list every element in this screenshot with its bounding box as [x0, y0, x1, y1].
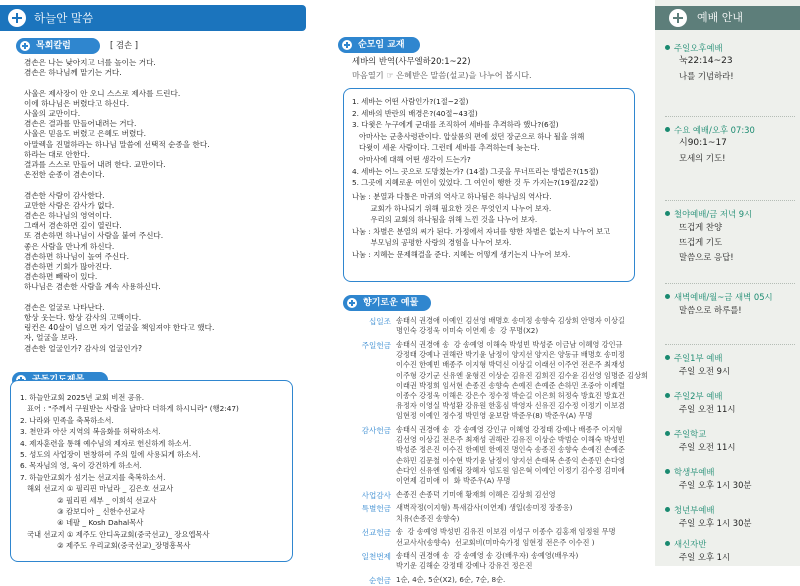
sunmoim-label [338, 37, 420, 53]
header-banner [0, 5, 306, 31]
question-line: 4. 세바는 어느 곳으로 도망쳤는가? (14절) 그곳을 무너뜨리는 방법은?(15절) [352, 166, 599, 176]
column-line: 겸손은 얼굴로 나타난다. [24, 302, 105, 312]
sunmoim-share [352, 191, 610, 261]
schedule-item [665, 428, 795, 455]
offering-names: 송태식 권경애 송 강 송예영 강인규 이혜영 강정태 강예나 배종주 이지형 [396, 425, 623, 434]
offering-category: 일천번제 [361, 552, 391, 562]
schedule-detail: 주일 오후 1시 [679, 552, 731, 562]
offering-names: 손하민 김문철 이수현 박기윤 남정이 양지선 손태복 손종익 손종민 손다영 [396, 455, 625, 465]
offering-category: 사업감사 [361, 490, 391, 500]
plus-icon [669, 9, 687, 27]
offering-category: 선교헌금 [361, 528, 391, 538]
prayer-line: 5. 성도의 사업장이 번창하여 주의 일에 사용되게 하소서. [20, 450, 201, 460]
schedule-item [665, 124, 795, 166]
offering-names: 치유(손종진 송향숙) [396, 513, 460, 523]
column-line: 그래서 겸손하면 깊이 열린다. [24, 221, 122, 231]
offering-names: 손다인 신유엔 임예림 장혜자 임도원 임은혁 이예인 이정기 김수정 김미애 [396, 465, 625, 475]
schedule-item [665, 352, 795, 379]
schedule-title: 새신자반 [665, 538, 795, 550]
schedule-item [665, 42, 795, 84]
schedule-detail: 주일 오전 11시 [679, 404, 736, 414]
worship-sidebar [655, 0, 800, 566]
column-line: 자, 얼굴을 보라. [24, 333, 78, 343]
offering-names: 명인숙 강정욱 이미숙 이연제 송 강 무명(X2) [396, 326, 539, 336]
prayer-line: ② 제주도 우리교회(중국선교)_장명흥목사 [20, 541, 191, 551]
offering-names: 이연제 김미애 이 화 박준우(A) 무명 [396, 476, 511, 485]
prayer-body [20, 392, 239, 552]
column-line: 아말렉을 진멸하라는 하나님 말씀에 선택적 순종을 한다. [24, 139, 210, 149]
offering-names: 1순, 4순, 5순(X2), 6순, 7순, 8순. [396, 575, 506, 585]
sidebar-title: 예배 안내 [697, 11, 744, 24]
schedule-item [665, 390, 795, 417]
offering-names: 강정태 강예나 권해란 박기윤 남정이 양지선 양지은 양동규 배명호 송미정 [396, 350, 625, 360]
column-line: 겸손한 사람이 감사한다. [24, 190, 105, 200]
column-line: 결과를 스스로 만들어 내려 한다. 교만이다. [24, 160, 166, 170]
mokhoe-label [16, 38, 100, 54]
schedule-detail: 주일 오후 1시 30분 [679, 480, 752, 490]
offering-names: 이수진 한예빈 배종주 이지형 박덕신 이상길 이래선 이주연 전은주 최재성 [396, 360, 625, 370]
divider [665, 200, 795, 201]
column-line: 겸손하면 빼락이 있다. [24, 272, 98, 282]
prayer-line: 2. 나라와 민족을 축복하소서. [20, 415, 114, 425]
plus-icon [8, 9, 26, 27]
column-line: 겸손은 하나님의 영역이다. [24, 211, 112, 221]
schedule-detail: 뜨겁게 기도 [679, 237, 723, 247]
offering-names: 손종진 손종덕 기미애 황재희 이혜은 김상희 김선영 [396, 489, 556, 499]
offering-names: 이종수 강정욱 이해은 강은수 정수정 박순길 이은희 허정숙 방효진 방효건 [396, 390, 625, 400]
offering-names: 송태식 권경애 송 강 송예영 이해숙 박성빈 박성준 이금남 이혜영 강인규 [396, 339, 623, 349]
schedule-detail: 눅22:14~23 [679, 56, 733, 66]
offering-names: 송태식 권경애 송 강 송예영 송 강(배우자) 송예영(배우자) [396, 551, 579, 561]
prayer-line: ③ 캄보디아 _ 신한수선교사 [20, 507, 145, 517]
prayer-line: 표어 : "주께서 구원받는 사람을 날마다 더하게 하시니라" (행2:47) [20, 404, 239, 414]
schedule-item [665, 538, 795, 565]
share-line: 나눔 : 지혜는 문제해결을 준다. 지혜는 어떻게 생기는지 나누어 보자. [352, 249, 571, 259]
prayer-line: ④ 네팔 _ Kosh Dahal목사 [20, 518, 144, 528]
prayer-line: 1. 하늘안교회 2025년 교회 비전 공유. [20, 393, 145, 402]
schedule-title: 주일1부 예배 [665, 352, 795, 364]
column-line: 하나님은 겸손한 사람을 계속 사용하신다. [24, 282, 161, 292]
schedule-title: 새벽예배/월~금 새벽 05시 [665, 291, 795, 303]
offering-names: 임현정 이예인 정수정 박민영 윤보람 박준우(8) 박준우(A) 무명 [396, 411, 593, 421]
column-line [24, 180, 214, 190]
divider [665, 283, 795, 284]
schedule-detail: 주일 오후 1시 30분 [679, 518, 752, 528]
column-line: 겸손은 결과를 만들어내려는 거다. [24, 119, 137, 129]
plus-icon [347, 298, 357, 308]
mokhoe-body [24, 58, 214, 354]
offering-names: 송 강 송예영 박성빈 김유진 이보검 이성구 이종수 김홍재 임정원 무명 [396, 527, 616, 537]
share-line: 나눔 : 차별은 분열의 씨가 된다. 가정에서 자녀를 향한 차별은 없는지 나누어 보고 [352, 226, 611, 236]
column-line: 겸손은 나는 낮아지고 너를 높이는 거다. [24, 58, 156, 67]
column-line: 항상 웃는다. 항상 감사의 고백이다. [24, 313, 142, 323]
offering-names: 새벽작정(이지형) 특새감사(이연제) 생일(송미정 장종응) [396, 503, 573, 513]
offering-names: 박성준 정은진 이수진 한예빈 한예진 명인숙 송종진 송향숙 손예진 손예준 [396, 445, 625, 455]
offering-names: 이주형 강기군 신유엔 윤형진 이상순 김유진 김희진 김수윤 김선영 임명준 김상희 [396, 370, 648, 380]
column-line: 겸손은 하나님께 맡기는 거다. [24, 68, 122, 78]
column-line: 또 겸손하면 하나님이 사람을 붙여 주신다. [24, 231, 164, 241]
column-line: 사울은 믿음도 버렸고 은혜도 버렸다. [24, 129, 147, 139]
column-line: 이에 하나님은 버렸다고 하신다. [24, 98, 130, 108]
schedule-detail: 주일 오전 11시 [679, 442, 736, 452]
prayer-line: 6. 목자님의 영, 육이 강건하게 하소서. [20, 461, 142, 471]
column-line: 좋은 사람을 만나게 하신다. [24, 241, 115, 251]
schedule-item [665, 466, 795, 493]
column-line: 사울은 제사장이 안 오니 스스로 제사를 드린다. [24, 88, 181, 98]
sunmoim-title: 세바의 반역(사무엘하20:1~22) [352, 56, 471, 66]
offering-names: 김선영 이상길 전은주 최재성 권해란 김유진 이상순 박범순 이해숙 박성빈 [396, 435, 625, 445]
column-line: 겸손하면 하나님이 높여 주신다. [24, 251, 130, 261]
schedule-detail: 나를 기념하라! [679, 71, 734, 81]
column-line [24, 78, 214, 88]
sunmoim-subtitle: 마음열기 ☞ 은혜받은 말씀(설교)을 나누어 봅시다. [352, 70, 532, 80]
schedule-title: 주일2부 예배 [665, 390, 795, 402]
offering-category: 십일조 [368, 317, 391, 326]
offering-label [343, 295, 431, 311]
question-line: 아마사는 군총사령관이다. 압살롬의 편에 섰던 장군으로 하나 될을 위해 [352, 131, 585, 141]
prayer-line: ② 필리핀 세부 _ 이희석 선교사 [20, 495, 157, 505]
column-line: 온전한 순종이 겸손이다. [24, 170, 105, 180]
schedule-title: 학생부예배 [665, 466, 795, 478]
schedule-title: 청년부예배 [665, 504, 795, 516]
question-line: 2. 세바의 반란의 배경은?(40절~43절) [352, 108, 478, 118]
question-line: 5. 그곳에 지혜로운 여인이 있었다. 그 여인이 행한 것 두 가지는?(19절/22절) [352, 178, 599, 188]
offering-category: 감사헌금 [361, 426, 391, 435]
offering-names: 박기운 김해순 강정태 강예나 강유건 정은진 [396, 561, 533, 571]
mokhoe-label-text: 목회칼럼 [36, 41, 71, 51]
offering-category: 순헌금 [368, 576, 391, 586]
plus-icon [20, 41, 30, 51]
schedule-item [665, 291, 795, 318]
mokhoe-title: [ 겸손 ] [110, 40, 139, 50]
prayer-line: 3. 천안과 아산 지역의 복음화를 허락하소서. [20, 427, 161, 437]
sunmoim-label-text: 순모임 교재 [358, 40, 405, 50]
schedule-title: 주일학교 [665, 428, 795, 440]
question-line: 아마사에 대해 어떤 생각이 드는가? [352, 154, 471, 164]
prayer-line: 국내 선교지 ① 제주도 안디옥교회(중국선교)_ 장요엡목사 [20, 529, 210, 539]
column-line: 하라는 대로 안한다. [24, 149, 90, 159]
offering-names: 이래권 박정희 임서현 손종진 송향숙 손예진 손예준 손하민 조중아 이례렬 [396, 380, 625, 390]
share-line: 부모님의 공평한 사랑의 경험을 나누어 보자. [352, 238, 512, 248]
offering-label-text: 향기로운 예물 [363, 298, 419, 308]
sunmoim-questions [352, 96, 599, 189]
question-line: 1. 세바는 어떤 사람인가?(1절~2절) [352, 97, 469, 106]
schedule-title: 철야예배/금 저녁 9시 [665, 208, 795, 220]
offering-names: 선교사사(송향숙) 선교회비(미마숙가정 임현정 전은주 이수진 ) [396, 537, 595, 547]
column-line: 링컨은 40살이 넘으면 자기 얼굴을 책임져야 한다고 했다. [24, 323, 215, 333]
sidebar-header [655, 6, 800, 30]
prayer-line: 4. 제자훈련을 통해 예수님의 제자로 헌신하게 하소서. [20, 438, 192, 448]
prayer-line: 해외 선교지 ① 필리핀 마닐라 _ 김은호 선교사 [20, 484, 174, 494]
share-line: 나눔 : 분열과 다툼은 마귀의 역사고 하나됨은 하나님의 역사다. [352, 192, 552, 201]
divider [665, 116, 795, 117]
column-line: 겸손하면 기회가 많아진다. [24, 262, 112, 272]
divider [665, 344, 795, 345]
prayer-line: 7. 하늘안교회가 섬기는 선교지를 축복하소서. [20, 472, 166, 482]
schedule-detail: 말씀으로 하루를! [679, 305, 742, 315]
schedule-detail: 모세의 기도! [679, 153, 726, 163]
column-line: 겸손한 얼굴인가? 감사의 얼굴인가? [24, 343, 142, 353]
offering-names: 유정자 이영실 박성환 강유원 한홍심 박영자 신유진 김수정 이정기 이보겸 [396, 401, 625, 411]
schedule-detail: 뜨겁게 찬양 [679, 222, 723, 232]
header-title: 하늘안 말씀 [34, 11, 94, 25]
question-line: 3. 다윗은 누구에게 군대를 조직하여 세바를 추격하라 했나?(6절) [352, 120, 559, 130]
column-line: 교만한 사람은 감사가 없다. [24, 200, 115, 210]
question-line: 다윗이 세운 사람이다. 그런데 세바를 추격하는데 늦는다. [352, 143, 540, 153]
schedule-detail: 주일 오전 9시 [679, 366, 731, 376]
column-line [24, 293, 214, 303]
share-line: 우리의 교회의 하나됨을 위해 느낀 것을 나누어 보자. [352, 215, 538, 225]
share-line: 교회가 하나되기 위해 필요한 것은 무엇인지 나누어 보자. [352, 203, 552, 213]
schedule-item [665, 504, 795, 531]
offering-names: 송태식 권경애 이예인 김선영 배명호 송미정 송향숙 김상희 안명자 이상길 [396, 316, 625, 325]
column-line: 사울의 교만이다. [24, 109, 81, 118]
schedule-detail: 시90:1~17 [679, 138, 727, 148]
schedule-title: 주일오후예배 [665, 42, 795, 54]
plus-icon [342, 40, 352, 50]
schedule-title: 수요 예배/오후 07:30 [665, 124, 795, 136]
schedule-item [665, 208, 795, 265]
schedule-detail: 말씀으로 응답! [679, 252, 734, 262]
offering-category: 주일헌금 [361, 340, 391, 350]
offering-category: 특별헌금 [361, 504, 391, 514]
